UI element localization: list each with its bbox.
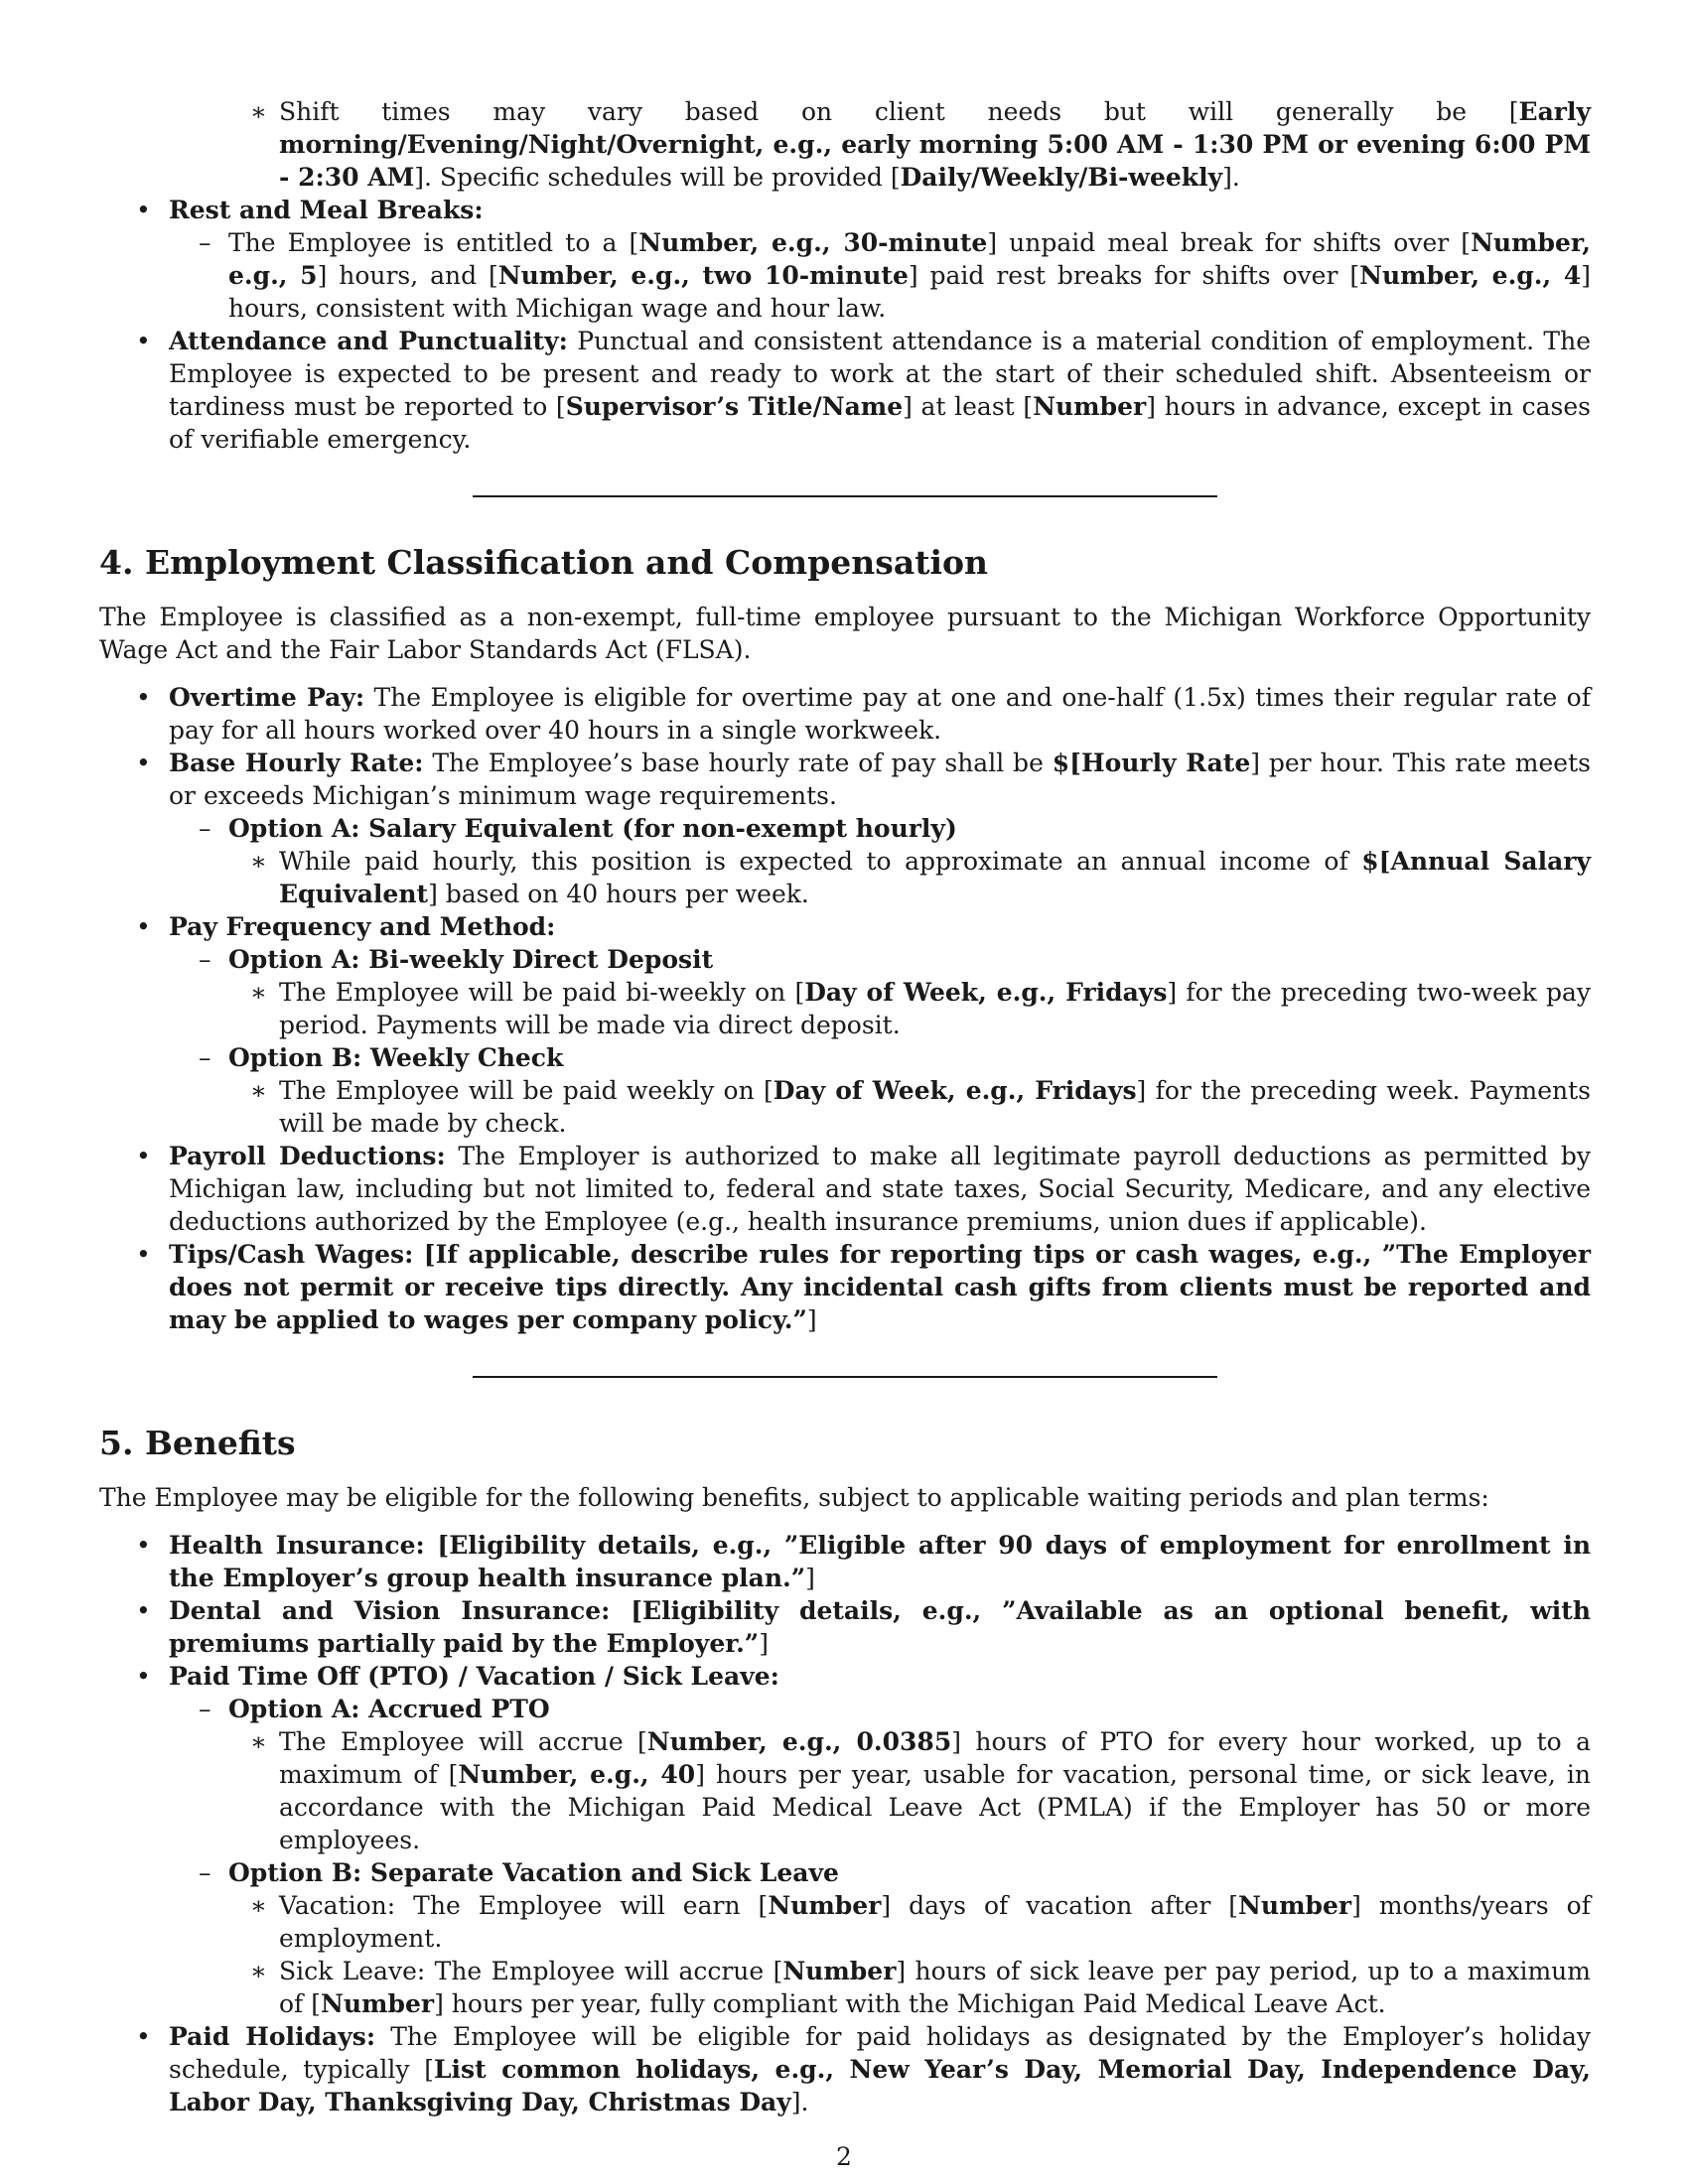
list-item-salary-equivalent xyxy=(99,845,1591,910)
star-marker: ∗ xyxy=(250,1727,267,1756)
text-span: ] xyxy=(806,1305,817,1334)
bullet-marker: • xyxy=(136,683,151,712)
option-heading: Option B: Separate Vacation and Sick Leave xyxy=(228,1858,839,1887)
list-item-option-a-pto xyxy=(99,1693,1591,1725)
list-item-vacation xyxy=(99,1889,1591,1955)
list-item-attendance xyxy=(99,325,1591,456)
placeholder-text: Number, e.g., 30-minute xyxy=(638,228,988,257)
placeholder-text: Number xyxy=(1033,392,1147,421)
list-item-heading: Dental and Vision Insurance: [Eligibility details, e.g., ”Available as an optional benefit, with premiums partially paid by the Employer.” xyxy=(169,1596,1591,1658)
placeholder-text: Number, e.g., 4 xyxy=(1359,261,1582,290)
text-span: ] days of vacation after [ xyxy=(881,1891,1239,1920)
placeholder-text: $[Annual Salary Equivalent xyxy=(279,847,1591,908)
dash-marker: – xyxy=(199,1043,211,1072)
list-item-heading: Health Insurance: [Eligibility details, e.g., ”Eligible after 90 days of employment for enrollment in the Employer’s group health insurance plan.” xyxy=(169,1531,1591,1592)
list-item-payroll-deductions xyxy=(99,1140,1591,1238)
list-item-option-b-separate xyxy=(99,1856,1591,1889)
text-span: The Employee will be eligible for paid holidays as designated by the Employer’s holiday schedule, typically [ xyxy=(169,2022,1591,2084)
placeholder-text: Number, e.g., two 10-minute xyxy=(497,261,909,290)
list-item-rest-breaks xyxy=(99,194,1591,226)
text-span: ] hours, and [ xyxy=(317,261,498,290)
placeholder-text: Number xyxy=(768,1891,882,1920)
list-item-heading: Overtime Pay: xyxy=(169,683,365,712)
list-item-heading: Tips/Cash Wages: [If applicable, describe rules for reporting tips or cash wages, e.g., ”The Employer does not permit or receive tips directly. Any incidental cash gifts from clients must be reported and may be applied to wages per company policy.” xyxy=(169,1240,1591,1334)
dash-marker: – xyxy=(199,1695,211,1723)
list-item-health-insurance xyxy=(99,1529,1591,1594)
bullet-marker: • xyxy=(136,1662,151,1691)
placeholder-text: Supervisor’s Title/Name xyxy=(565,392,904,421)
bullet-marker: • xyxy=(136,1596,151,1625)
text-span: ] hours in advance, except in cases of verifiable emergency. xyxy=(169,392,1591,454)
text-span: ] hours per year, fully compliant with the Michigan Paid Medical Leave Act. xyxy=(434,1989,1386,2018)
option-heading: Option A: Accrued PTO xyxy=(228,1695,550,1723)
star-marker: ∗ xyxy=(250,97,267,126)
bullet-marker: • xyxy=(136,196,151,224)
text-span: The Employee is entitled to a [ xyxy=(228,228,639,257)
section-heading-benefits: 5. Benefits xyxy=(99,1424,296,1462)
list-item-shift-times xyxy=(99,95,1591,194)
text-span: ] hours, consistent with Michigan wage and hour law. xyxy=(228,261,1591,323)
placeholder-text: Number xyxy=(1238,1891,1352,1920)
text-span: ] for the preceding week. Payments will be made by check. xyxy=(279,1076,1592,1138)
list-item-option-b-weekly xyxy=(99,1041,1591,1074)
list-item-tips xyxy=(99,1238,1591,1336)
text-span: Punctual and consistent attendance is a material condition of employment. The Employee is expected to be present and ready to work at the start of their scheduled shift. Absenteeism or tardiness must be reported to [ xyxy=(169,327,1591,421)
bullet-marker: • xyxy=(136,327,151,355)
text-span: ]. xyxy=(1222,163,1240,192)
text-span: ]. Specific schedules will be provided [ xyxy=(414,163,901,192)
text-span: The Employee will be paid bi-weekly on [ xyxy=(279,978,805,1007)
placeholder-text: Number, e.g., 5 xyxy=(228,228,1591,290)
option-heading: Option A: Bi-weekly Direct Deposit xyxy=(228,945,714,974)
text-span: ] for the preceding two-week pay period. Payments will be made via direct deposit. xyxy=(279,978,1592,1039)
list-item-heading: Payroll Deductions: xyxy=(169,1142,446,1170)
dash-marker: – xyxy=(199,945,211,974)
placeholder-text: Day of Week, e.g., Fridays xyxy=(804,978,1168,1007)
text-span: ] months/years of employment. xyxy=(279,1891,1591,1953)
bullet-marker: • xyxy=(136,1240,151,1269)
text-span: Vacation: The Employee will earn [ xyxy=(279,1891,769,1920)
star-marker: ∗ xyxy=(250,1076,267,1105)
bullet-marker: • xyxy=(136,1142,151,1170)
dash-marker: – xyxy=(199,1858,211,1887)
list-item-base-rate xyxy=(99,747,1591,812)
text-span: The Employee will be paid weekly on [ xyxy=(279,1076,774,1105)
placeholder-text: Number, e.g., 40 xyxy=(458,1760,696,1789)
text-span: The Employee will accrue [ xyxy=(279,1727,647,1756)
list-item-overtime xyxy=(99,681,1591,747)
list-item-biweekly-detail xyxy=(99,976,1591,1041)
section-intro: The Employee may be eligible for the following benefits, subject to applicable waiting periods and plan terms: xyxy=(99,1483,1489,1512)
text-span: ] unpaid meal break for shifts over [ xyxy=(987,228,1472,257)
bullet-marker: • xyxy=(136,1531,151,1560)
text-span: ] hours per year, usable for vacation, personal time, or sick leave, in accordance with the Michigan Paid Medical Leave Act (PMLA) if the Employer has 50 or more employees. xyxy=(279,1760,1591,1854)
page-content xyxy=(99,95,1591,2118)
placeholder-text: $[Hourly Rate xyxy=(1052,749,1251,777)
list-item-heading: Rest and Meal Breaks: xyxy=(169,196,484,224)
placeholder-text: Number, e.g., 0.0385 xyxy=(646,1727,952,1756)
bullet-marker: • xyxy=(136,912,151,941)
bullet-marker: • xyxy=(136,749,151,777)
list-item-heading: Pay Frequency and Method: xyxy=(169,912,556,941)
list-item-weekly-detail xyxy=(99,1074,1591,1140)
section-intro: The Employee is classified as a non-exempt, full-time employee pursuant to the Michigan Workforce Opportunity Wage Act and the Fair Labor Standards Act (FLSA). xyxy=(99,603,1591,664)
text-span: Sick Leave: The Employee will accrue [ xyxy=(279,1957,783,1985)
text-span: ] per hour. This rate meets or exceeds Michigan’s minimum wage requirements. xyxy=(169,749,1591,810)
placeholder-text: Early morning/Evening/Night/Overnight, e.g., early morning 5:00 AM - 1:30 PM or evening 6:00 PM - 2:30 AM xyxy=(279,97,1591,192)
text-span: ] hours of PTO for every hour worked, up to a maximum of [ xyxy=(279,1727,1591,1789)
list-item-sick-leave xyxy=(99,1955,1591,2020)
list-item-heading: Base Hourly Rate: xyxy=(169,749,424,777)
text-span: ]. xyxy=(790,2088,809,2116)
list-item-heading: Attendance and Punctuality: xyxy=(169,327,568,355)
section-divider xyxy=(473,1376,1217,1378)
placeholder-text: Day of Week, e.g., Fridays xyxy=(773,1076,1137,1105)
text-span: ] xyxy=(759,1629,769,1658)
placeholder-text: Number xyxy=(321,1989,435,2018)
list-item-dental-vision xyxy=(99,1594,1591,1660)
placeholder-text: Daily/Weekly/Bi-weekly xyxy=(900,163,1223,192)
list-item-paid-holidays xyxy=(99,2020,1591,2118)
text-span: ] paid rest breaks for shifts over [ xyxy=(908,261,1360,290)
list-item-pto-detail xyxy=(99,1725,1591,1856)
dash-marker: – xyxy=(199,228,211,257)
option-heading: Option B: Weekly Check xyxy=(228,1043,564,1072)
list-item-pto xyxy=(99,1660,1591,1693)
page-number: 2 xyxy=(836,2142,852,2171)
star-marker: ∗ xyxy=(250,1957,267,1985)
list-item-meal-break xyxy=(99,226,1591,325)
list-item-heading: Paid Holidays: xyxy=(169,2022,376,2051)
section-divider xyxy=(473,495,1217,497)
star-marker: ∗ xyxy=(250,1891,267,1920)
text-span: ] xyxy=(805,1564,815,1592)
text-span: ] at least [ xyxy=(903,392,1034,421)
text-span: The Employer is authorized to make all legitimate payroll deductions as permitted by Michigan law, including but not limited to, federal and state taxes, Social Security, Medicare, and any elective deductions authorized by the Employee (e.g., health insurance premiums, union dues if applicable). xyxy=(169,1142,1591,1236)
text-span: While paid hourly, this position is expected to approximate an annual income of xyxy=(279,847,1362,876)
list-item-option-a-biweekly xyxy=(99,943,1591,976)
text-span: The Employee is eligible for overtime pay at one and one-half (1.5x) times their regular rate of pay for all hours worked over 40 hours in a single workweek. xyxy=(169,683,1591,745)
star-marker: ∗ xyxy=(250,978,267,1007)
list-item-option-a-salary xyxy=(99,812,1591,845)
text-span: The Employee’s base hourly rate of pay shall be xyxy=(423,749,1053,777)
list-item-heading: Paid Time Off (PTO) / Vacation / Sick Leave: xyxy=(169,1662,779,1691)
bullet-marker: • xyxy=(136,2022,151,2051)
text-span: ] based on 40 hours per week. xyxy=(428,880,809,908)
list-item-pay-frequency xyxy=(99,910,1591,943)
dash-marker: – xyxy=(199,814,211,843)
placeholder-text: Number xyxy=(782,1957,897,1985)
text-span: ] hours of sick leave per pay period, up to a maximum of [ xyxy=(279,1957,1591,2018)
star-marker: ∗ xyxy=(250,847,267,876)
option-heading: Option A: Salary Equivalent (for non-exempt hourly) xyxy=(228,814,957,843)
text-span: Shift times may vary based on client needs but will generally be [ xyxy=(279,97,1519,126)
placeholder-text: List common holidays, e.g., New Year’s Day, Memorial Day, Independence Day, Labor Day, Thanksgiving Day, Christmas Day xyxy=(169,2055,1591,2116)
section-heading-compensation: 4. Employment Classification and Compensation xyxy=(99,543,988,582)
